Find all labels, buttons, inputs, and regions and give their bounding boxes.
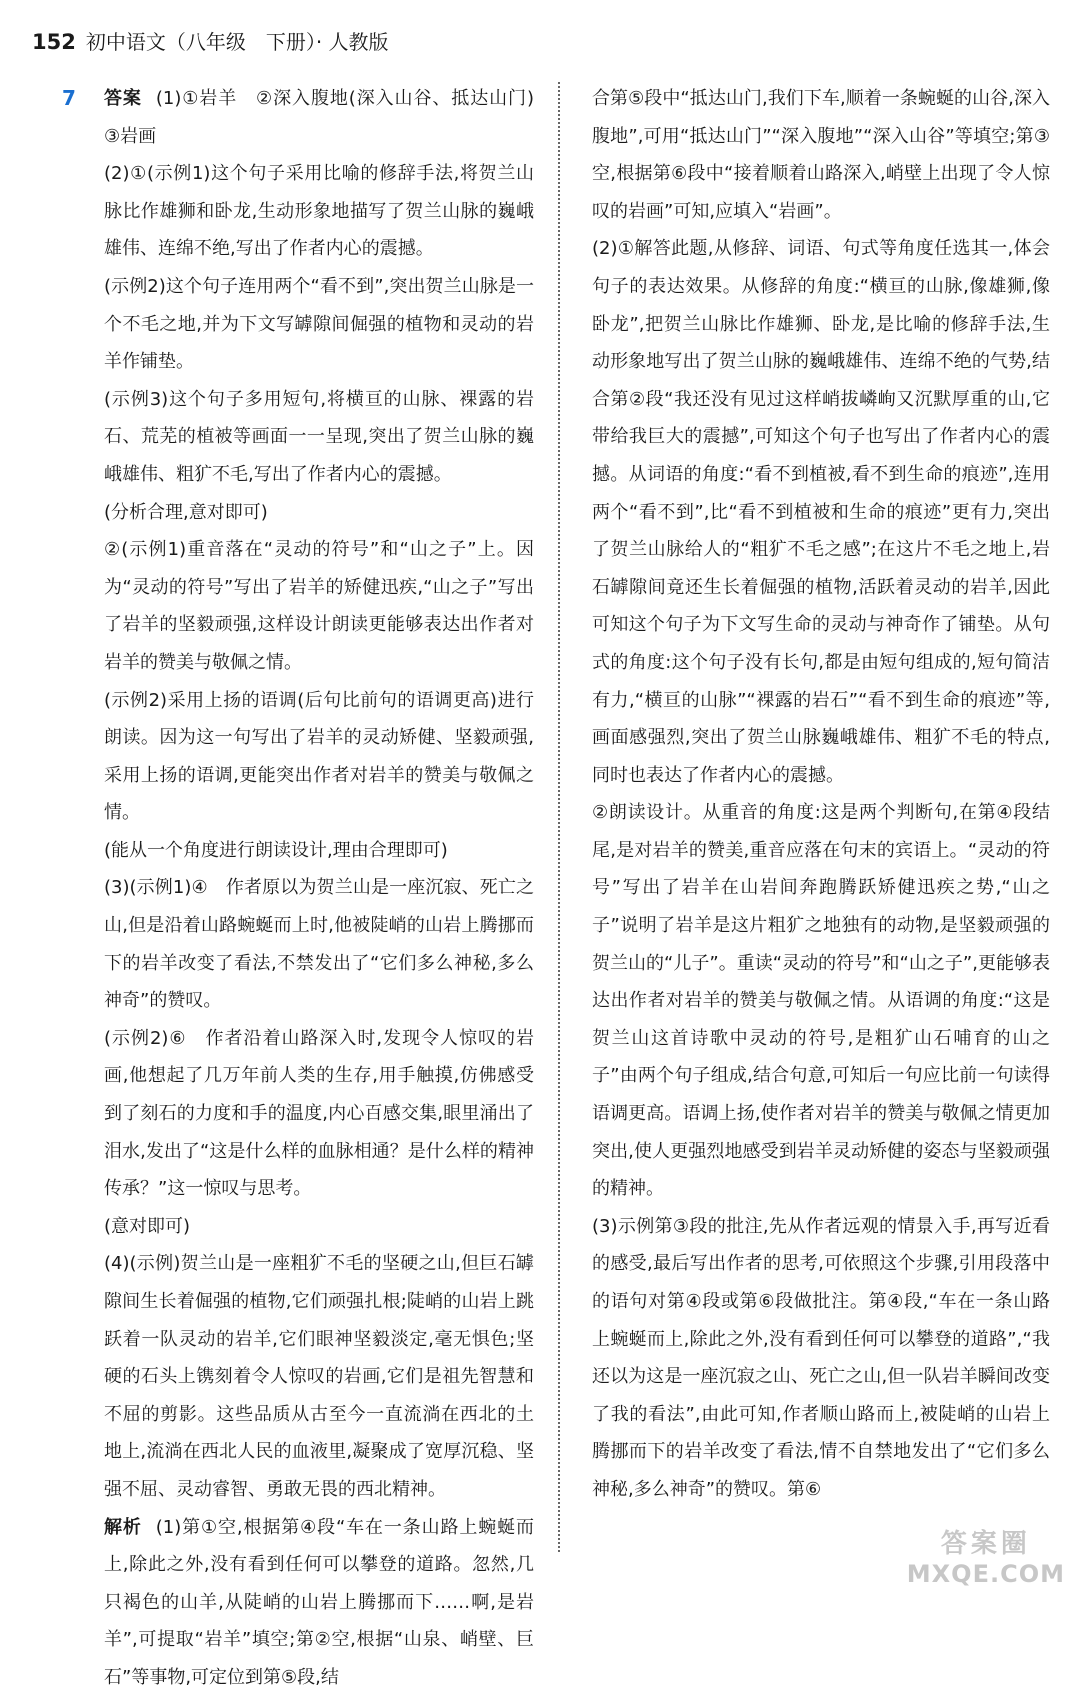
answer-intro — [104, 80, 552, 155]
analysis-paragraph: (3)示例第③段的批注,先从作者远观的情景入手,再写近看的感受,最后写出作者的思考,可依照这个步骤,引用段落中的语句对第④段或第⑥段做批注。第④段,“车在一条山路上蜿蜒而上,除此之外,没有看到任何可以攀登的道路”,“我还以为这是一座沉寂之山、死亡之山,但一队岩羊瞬间改变了我的看法”,由此可知,作者顺山路而上,被陡峭的山岩上腾挪而下的岩羊改变了看法,情不自禁地发出了“它们多么神秘,多么神奇”的赞叹。第⑥ — [592, 1215, 1050, 1500]
watermark-url: MXQE.COM — [906, 1560, 1065, 1588]
answer-paragraph: (示例2)这个句子连用两个“看不到”,突出贺兰山脉是一个不毛之地,并为下文写罅隙间倔强的植物和灵动的岩羊作铺垫。 — [104, 275, 534, 373]
left-column — [104, 80, 552, 1697]
analysis-label: 解析 — [104, 1516, 142, 1538]
analysis-paragraph: ②朗读设计。从重音的角度:这是两个判断句,在第④段结尾,是对岩羊的赞美,重音应落在句末的宾语上。“灵动的符号”写出了岩羊在山岩间奔跑腾跃矫健迅疾之势,“山之子”说明了岩羊是这片粗犷之地独有的动物,是坚毅顽强的贺兰山的“儿子”。重读“灵动的符号”和“山之子”,更能够表达出作者对岩羊的赞美与敬佩之情。从语调的角度:“这是贺兰山这首诗歌中灵动的符号,是粗犷山石哺育的山之子”由两个句子组成,结合句意,可知后一句应比前一句读得语调更高。语调上扬,使作者对岩羊的赞美与敬佩之情更加突出,使人更强烈地感受到岩羊灵动矫健的姿态与坚毅顽强的精神。 — [592, 802, 1050, 1200]
page-number: 152 — [32, 30, 76, 54]
analysis-paragraph: (2)①解答此题,从修辞、词语、句式等角度任选其一,体会句子的表达效果。从修辞的角度:“横亘的山脉,像雄狮,像卧龙”,把贺兰山脉比作雄狮、卧龙,是比喻的修辞手法,生动形象地写出了贺兰山脉的巍峨雄伟、连绵不绝的气势,结合第②段“我还没有见过这样峭拔嶙峋又沉默厚重的山,它带给我巨大的震撼”,可知这个句子也写出了作者内心的震撼。从词语的角度:“看不到植被,看不到生命的痕迹”,连用两个“看不到”,比“看不到植被和生命的痕迹”更有力,突出了贺兰山脉给人的“粗犷不毛之感”;在这片不毛之地上,岩石罅隙间竟还生长着倔强的植物,活跃着灵动的岩羊,因此可知这个句子为下文写生命的灵动与神奇作了铺垫。从句式的角度:这个句子没有长句,都是由短句组成的,短句简洁有力,“横亘的山脉”“裸露的岩石”“看不到生命的痕迹”等,画面感强烈,突出了贺兰山脉巍峨雄伟、粗犷不毛的特点,同时也表达了作者内心的震撼。 — [592, 238, 1050, 786]
watermark — [907, 1523, 1065, 1588]
right-column — [592, 80, 1050, 1509]
page-header — [32, 30, 389, 54]
answer-paragraph: (示例3)这个句子多用短句,将横亘的山脉、裸露的岩石、荒芜的植被等画面一一呈现,突出了贺兰山脉的巍峨雄伟、粗犷不毛,写出了作者内心的震撼。 — [104, 388, 534, 485]
analysis-text: (1)第①空,根据第④段“车在一条山路上蜿蜒而上,除此之外,没有看到任何可以攀登的道路。忽然,几只褐色的山羊,从陡峭的山岩上腾挪而下……啊,是岩羊”,可提取“岩羊”填空;第②空,根据“山泉、峭壁、巨石”等事物,可定位到第⑤段,结 — [104, 1516, 534, 1688]
answer-paragraph: ②(示例1)重音落在“灵动的符号”和“山之子”上。因为“灵动的符号”写出了岩羊的矫健迅疾,“山之子”写出了岩羊的坚毅顽强,这样设计朗读更能够表达出作者对岩羊的赞美与敬佩之情。 — [104, 539, 534, 673]
answer-intro-text: (1)①岩羊 ②深入腹地(深入山谷、抵达山门) ③岩画 — [104, 88, 552, 147]
column-divider — [558, 82, 560, 1552]
answer-note: (分析合理,意对即可) — [104, 501, 268, 523]
answer-paragraph: (示例2)⑥ 作者沿着山路深入时,发现令人惊叹的岩画,他想起了几万年前人类的生存,用手触摸,仿佛感受到了刻石的力度和手的温度,内心百感交集,眼里涌出了泪水,发出了“这是什么样的血脉相通？是什么样的精神传承？”这一惊叹与思考。 — [104, 1027, 534, 1200]
answer-paragraph: (2)①(示例1)这个句子采用比喻的修辞手法,将贺兰山脉比作雄狮和卧龙,生动形象地描写了贺兰山脉的巍峨雄伟、连绵不绝,写出了作者内心的震撼。 — [104, 163, 534, 260]
answer-note: (能从一个角度进行朗读设计,理由合理即可) — [104, 839, 448, 861]
book-title: 初中语文（八年级 下册）· 人教版 — [85, 30, 389, 54]
answer-paragraph: (3)(示例1)④ 作者原以为贺兰山是一座沉寂、死亡之山,但是沿着山路蜿蜒而上时,他被陡峭的山岩上腾挪而下的岩羊改变了看法,不禁发出了“它们多么神秘,多么神奇”的赞叹。 — [104, 877, 534, 1012]
analysis-paragraph: 合第⑤段中“抵达山门,我们下车,顺着一条蜿蜒的山谷,深入腹地”,可用“抵达山门”“深入腹地”“深入山谷”等填空;第③空,根据第⑥段中“接着顺着山路深入,峭壁上出现了令人惊叹的岩画”可知,应填入“岩画”。 — [592, 88, 1050, 222]
watermark-logo: 答案圈 — [940, 1529, 1031, 1559]
analysis-paragraph — [104, 1509, 534, 1697]
answer-paragraph: (4)(示例)贺兰山是一座粗犷不毛的坚硬之山,但巨石罅隙间生长着倔强的植物,它们顽强扎根;陡峭的山岩上跳跃着一队灵动的岩羊,它们眼神坚毅淡定,毫无惧色;坚硬的石头上镌刻着令人惊叹的岩画,它们是祖先智慧和不屈的剪影。这些品质从古至今一直流淌在西北的土地上,流淌在西北人民的血液里,凝聚成了宽厚沉稳、坚强不屈、灵动睿智、勇敢无畏的西北精神。 — [104, 1253, 534, 1500]
question-number: 7 — [62, 86, 76, 110]
answer-label: 答案 — [104, 88, 142, 109]
answer-note: (意对即可) — [104, 1215, 191, 1237]
answer-paragraph: (示例2)采用上扬的语调(后句比前句的语调更高)进行朗读。因为这一句写出了岩羊的灵动矫健、坚毅顽强,采用上扬的语调,更能突出作者对岩羊的赞美与敬佩之情。 — [104, 689, 534, 824]
